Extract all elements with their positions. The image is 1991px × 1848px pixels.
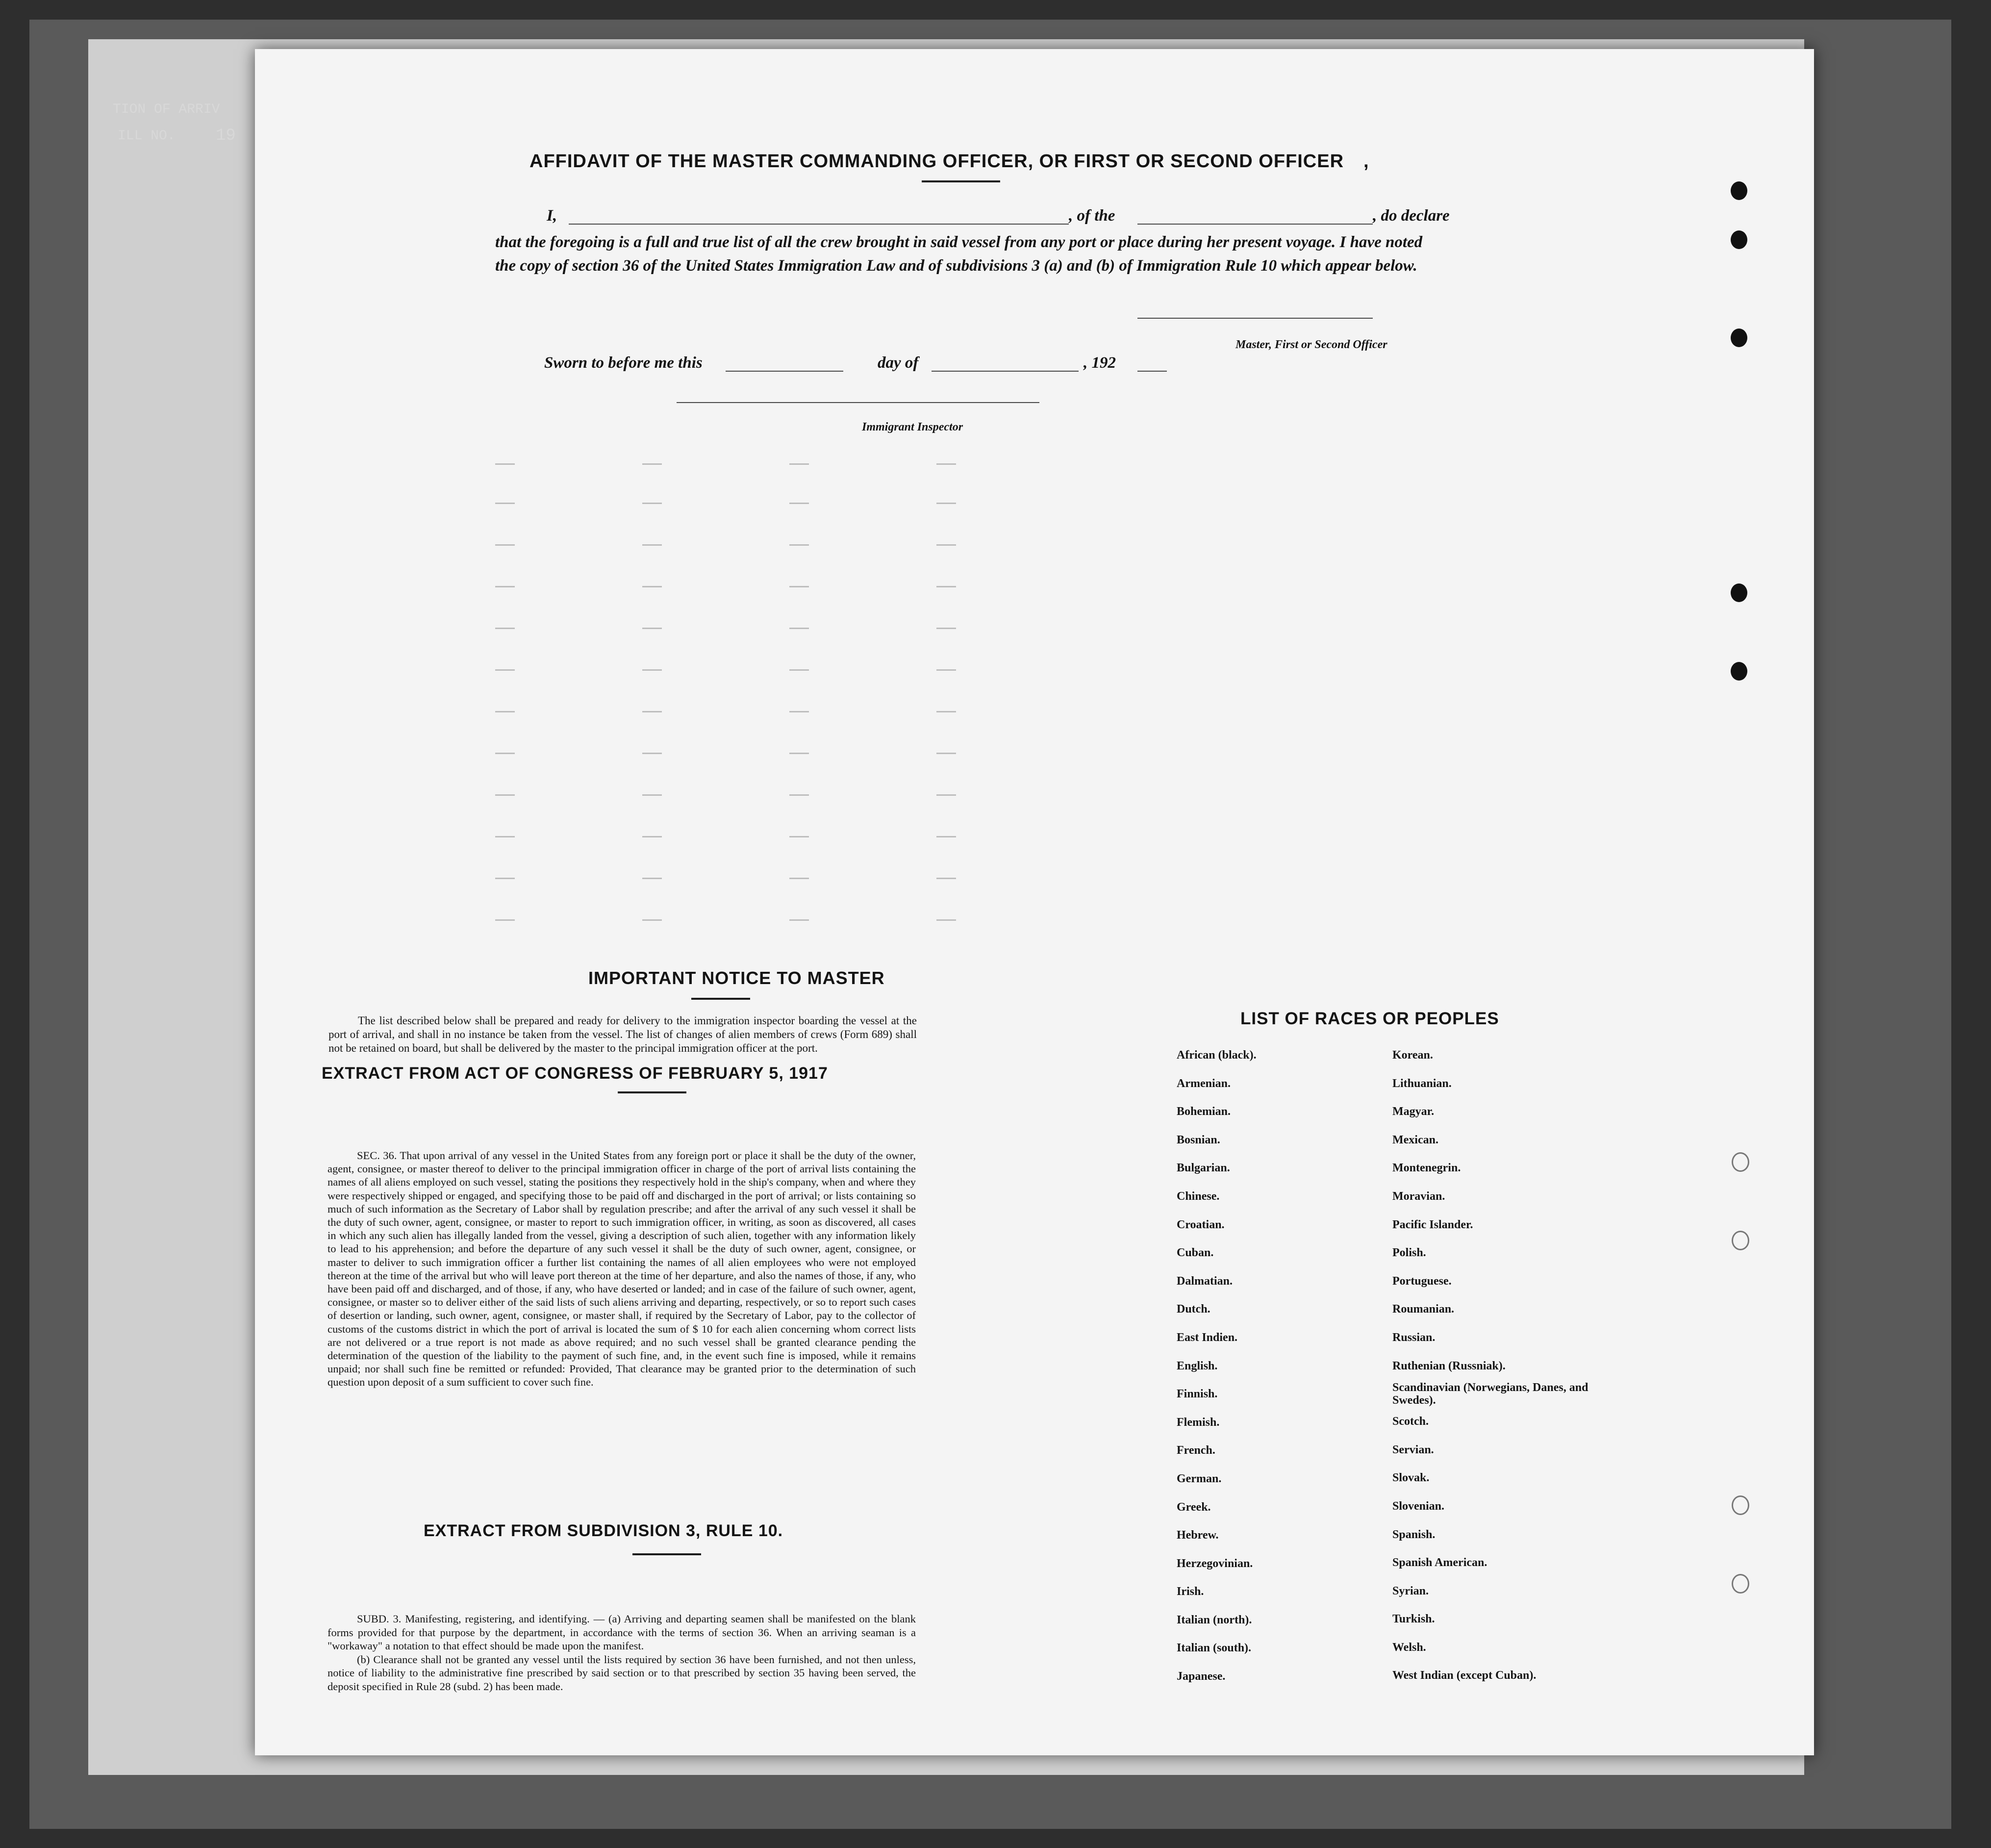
declaration-of-the: , of the xyxy=(1069,207,1115,225)
punch-hole xyxy=(1732,1231,1749,1250)
master-signature-label: Master, First or Second Officer xyxy=(1235,338,1387,351)
rule-underline xyxy=(632,1553,701,1555)
race-entry: Scotch. xyxy=(1392,1415,1429,1428)
punch-hole xyxy=(1731,662,1747,681)
master-signature-line xyxy=(1137,318,1373,319)
faint-ditto-row xyxy=(495,463,1034,465)
race-entry: Flemish. xyxy=(1177,1416,1220,1429)
edge-label-arrival: TION OF ARRIV xyxy=(113,102,220,117)
vessel-name-line xyxy=(1137,224,1373,225)
race-entry: Irish. xyxy=(1177,1585,1204,1598)
race-entry: Dalmatian. xyxy=(1177,1274,1233,1288)
faint-ditto-row xyxy=(495,503,1034,504)
race-entry: Bulgarian. xyxy=(1177,1162,1230,1175)
race-entry: Portuguese. xyxy=(1392,1274,1452,1288)
faint-ditto-row xyxy=(495,669,1034,671)
race-entry: Servian. xyxy=(1392,1443,1434,1456)
act-underline xyxy=(618,1091,686,1093)
race-entry: Mexican. xyxy=(1392,1133,1438,1146)
race-entry: Bosnian. xyxy=(1177,1133,1220,1146)
race-entry: Welsh. xyxy=(1392,1641,1426,1654)
race-entry: Syrian. xyxy=(1392,1584,1429,1597)
race-entry: English. xyxy=(1177,1359,1218,1372)
race-entry: Turkish. xyxy=(1392,1613,1435,1626)
race-entry: Croatian. xyxy=(1177,1218,1225,1231)
sworn-before-label: Sworn to before me this xyxy=(544,354,703,372)
race-entry: Cuban. xyxy=(1177,1246,1214,1260)
race-entry: Dutch. xyxy=(1177,1303,1210,1316)
inspector-signature-line xyxy=(677,402,1039,403)
race-entry: Magyar. xyxy=(1392,1105,1435,1118)
rule-heading: EXTRACT FROM SUBDIVISION 3, RULE 10. xyxy=(424,1521,783,1540)
races-heading: LIST OF RACES OR PEOPLES xyxy=(1240,1009,1499,1028)
race-entry: Herzegovinian. xyxy=(1177,1557,1253,1570)
subdivision-3-text xyxy=(328,1612,916,1693)
sworn-month-line xyxy=(932,371,1079,372)
faint-ditto-row xyxy=(495,711,1034,712)
punch-hole xyxy=(1732,1574,1749,1594)
subdivision-3-para-b: (b) Clearance shall not be granted any vessel until the lists required by section 36 have been furnished, and not then unless, notice of liability to the administrative fine prescribed by said section or to that prescribed by section 35 having been served, the deposit specified in Rule 28 (subd. 2) has been made. xyxy=(328,1653,916,1693)
edge-label-bill-no: ILL NO. xyxy=(118,128,176,144)
act-heading: EXTRACT FROM ACT OF CONGRESS OF FEBRUARY 5, 1917 xyxy=(322,1064,828,1083)
race-entry: Finnish. xyxy=(1177,1388,1218,1401)
punch-hole xyxy=(1732,1152,1749,1172)
notice-underline xyxy=(691,998,750,1000)
sworn-day-line xyxy=(726,371,843,372)
declaration-do-declare: , do declare xyxy=(1373,207,1450,225)
punch-hole xyxy=(1731,583,1747,602)
race-entry: Pacific Islander. xyxy=(1392,1218,1473,1231)
race-entry: French. xyxy=(1177,1444,1215,1457)
race-entry: Roumanian. xyxy=(1392,1303,1455,1316)
race-entry: Italian (north). xyxy=(1177,1613,1252,1626)
notice-text: The list described below shall be prepared and ready for delivery to the immigration inspector boarding the vessel at the port of arrival, and shall in no instance be taken from the vessel. The list of changes of alien members of crews (Form 689) shall not be retained on board, but shall be delivered by the master to the principal immigration officer at the port. xyxy=(328,1014,917,1054)
race-entry: Bohemian. xyxy=(1177,1105,1231,1118)
faint-ditto-row xyxy=(495,836,1034,837)
title-underline xyxy=(922,180,1000,182)
race-entry: Russian. xyxy=(1392,1331,1436,1344)
race-entry: Korean. xyxy=(1392,1049,1433,1062)
section-36-text: SEC. 36. That upon arrival of any vessel in the United States from any foreign port or place it shall be the duty of the owner, agent, consignee, or master thereof to deliver to the principal immigration officer in charge of the port of arrival lists containing the names of all aliens employed on such vessel, stating the positions they respectively hold in the ship's company, when and where they were respectively shipped or engaged, and specifying those to be paid off and discharged in the port of arrival; or lists containing so much of such information as the Secretary of Labor shall by regulation prescribe; and after the arrival of any such vessel it shall be the duty of such owner, agent, consignee, or master to report to such immigration officer, in writing, as soon as discovered, all cases in which any such alien has illegally landed from the vessel, giving a description of such alien, together with any information likely to lead to his apprehension; and before the departure of any such vessel it shall be the duty of such owner, agent, consignee, or master to deliver to such immigration officer a further list containing the names of all alien employees who were not employed thereon at the time of the arrival but who will leave port thereon at the time of her departure, and also the names of those, if any, who have been paid off and discharged, and of those, if any, who have deserted or landed; and in case of the failure of such owner, agent, consignee, or master so to deliver either of the said lists of such aliens arriving and departing, respectively, or so to report such cases of desertion or landing, such owner, agent, consignee, or master shall, if required by the Secretary of Labor, pay to the collector of customs of the customs district in which the port of arrival is located the sum of $ 10 for each alien concerning whom correct lists are not delivered or a true report is not made as above required; and no such vessel shall be granted clearance pending the determination of the question of the liability to the payment of such fine, and, in the event such fine is imposed, while it remains unpaid; nor shall such fine be remitted or refunded: Provided, That clearance may be granted prior to the determination of such question upon deposit of a sum sufficient to cover such fine. xyxy=(328,1149,916,1389)
race-entry: Montenegrin. xyxy=(1392,1162,1461,1175)
faint-ditto-row xyxy=(495,919,1034,921)
edge-label-number: 19 xyxy=(216,127,236,145)
faint-ditto-row xyxy=(495,628,1034,629)
faint-ditto-row xyxy=(495,878,1034,879)
race-entry: Chinese. xyxy=(1177,1190,1220,1203)
race-entry: West Indian (except Cuban). xyxy=(1392,1669,1537,1682)
race-entry: Greek. xyxy=(1177,1500,1211,1514)
race-entry: Lithuanian. xyxy=(1392,1077,1452,1090)
races-right-column xyxy=(1392,1041,1588,1690)
notice-heading: IMPORTANT NOTICE TO MASTER xyxy=(588,968,885,988)
faint-ditto-row xyxy=(495,544,1034,546)
race-entry: Slovenian. xyxy=(1392,1499,1445,1513)
race-entry: Armenian. xyxy=(1177,1077,1231,1090)
affidavit-page xyxy=(255,49,1814,1755)
year-line xyxy=(1137,371,1167,372)
race-entry: Japanese. xyxy=(1177,1670,1226,1683)
punch-hole xyxy=(1731,329,1747,347)
affidavit-title: AFFIDAVIT OF THE MASTER COMMANDING OFFICER, OR FIRST OR SECOND OFFICER , xyxy=(529,151,1369,172)
faint-ditto-row xyxy=(495,586,1034,587)
year-label: , 192 xyxy=(1084,354,1116,372)
punch-hole xyxy=(1731,181,1747,200)
day-of-label: day of xyxy=(878,354,919,372)
race-entry: Slovak. xyxy=(1392,1471,1430,1485)
race-entry: Polish. xyxy=(1392,1246,1426,1260)
declaration-body: that the foregoing is a full and true list of all the crew brought in said vessel from any port or place during her present voyage. I have noted the copy of section 36 of the United States Immigration Law and of subdivisions 3 (a) and (b) of Immigration Rule 10 which appear below. xyxy=(495,233,1423,275)
subdivision-3-para-a: SUBD. 3. Manifesting, registering, and identifying. — (a) Arriving and departing seamen shall be manifested on the blank forms provided for that purpose by the department, in accordance with the terms of section 36. When an arriving seaman is a "workaway" a notation to that effect should be made upon the manifest. xyxy=(328,1613,916,1652)
punch-hole xyxy=(1732,1495,1749,1515)
faint-ditto-row xyxy=(495,753,1034,754)
faint-ditto-row xyxy=(495,794,1034,796)
inspector-signature-label: Immigrant Inspector xyxy=(862,421,963,433)
race-entry: Italian (south). xyxy=(1177,1642,1252,1655)
race-entry: Scandinavian (Norwegians, Danes, and Swedes). xyxy=(1392,1381,1588,1407)
race-entry: Spanish American. xyxy=(1392,1556,1487,1570)
declaration-i: I, xyxy=(547,207,557,225)
race-entry: Ruthenian (Russniak). xyxy=(1392,1359,1506,1372)
race-entry: Moravian. xyxy=(1392,1190,1445,1203)
race-entry: German. xyxy=(1177,1472,1222,1485)
race-entry: Spanish. xyxy=(1392,1528,1436,1541)
race-entry: Hebrew. xyxy=(1177,1529,1219,1542)
punch-hole xyxy=(1731,230,1747,249)
race-entry: African (black). xyxy=(1177,1049,1257,1062)
race-entry: East Indien. xyxy=(1177,1331,1238,1344)
races-left-column xyxy=(1177,1041,1257,1691)
officer-name-line xyxy=(569,224,1069,225)
